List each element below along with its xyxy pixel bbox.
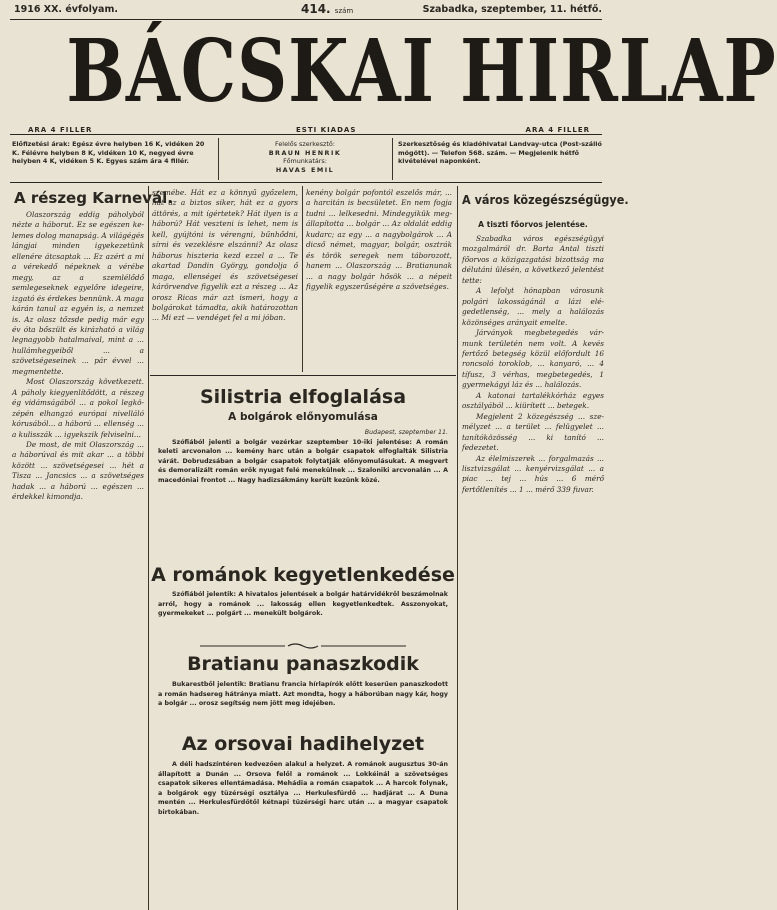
column-divider-right — [457, 186, 458, 910]
left-paragraph: Olaszország eddig páholyból nézte a háborut. Ez se egészen kelemes dolog manapság. A világégés lángjai minden igyekezetünk ellenére átcsaptak ... Ez azért a mi a vérekedő népeknek a vérébe megy, az a szemlélődő semlegeseknek egyelőre idegeire, izgató és érdekes bennünk. A maga kárán tanul az egyén is, a nemzet is. Az olasz tőzsde pedig már egy év óta bőszült és kirázható a világ legnagyobb hatalmaival, mint a ... hullámhegyeiből ... a szövetségeseinek ... pár évvel ... megmentette. — [12, 210, 144, 376]
staff-name: HAVAS EMIL — [275, 165, 335, 174]
middle-col-2 — [306, 188, 452, 372]
right-article-body — [462, 234, 604, 908]
issue-number — [301, 2, 353, 16]
romanians-body — [158, 590, 448, 640]
right-subheadline: A tiszti főorvos jelentése. — [478, 220, 588, 229]
newspaper-title: BÁCSKAI HIRLAP — [66, 21, 777, 122]
orsova-headline: Az orsovai hadihelyzet — [181, 733, 425, 755]
right-paragraph: Megjelent 2 közegészség ... személyzet ... a terület ... felügyelet ... tanítóközösség ... ki tanító ... fedezetet. — [462, 411, 604, 453]
editor-box — [222, 140, 388, 174]
place-date: Szabadka, szeptember, 11. hétfő. — [422, 4, 602, 15]
romanians-text: Szófiából jelentik: A hivatalos jelentések a bolgár határvidékről beszámolnak arról, hogy a románok ... lakosság ellen kegyetlenkedtek. Asszonyokat, gyermekeket ... polgárt ... menekült bolgárok. — [158, 591, 448, 618]
left-article-body — [12, 210, 144, 908]
info-divider-1 — [218, 138, 219, 180]
right-paragraph: Az élelmiszerek ... forgalmazás ... lisztvizsgálat ... kenyérvizsgálat ... a piac ... tej ... hús ... 6 mérő fertőtlenítés ... 1 ... mérő 339 fuvar. — [462, 453, 604, 494]
price-left: ARA 4 FILLER — [28, 126, 93, 134]
middle-col-2-text: kenény bolgár pofontól eszelős már, ... a harcitán is becsületet. En nem fogja tudni ... lelkesedni. Mindegyikük megállapította ... bolgár ... Az oldalát eddig kudarc; az egy ... a nagybolgárok ... A dicső német, magyar, bolgár, osztrák és török seregek nem táborozott, hanem ... Olaszország ... Bratianunak ... a nagy bolgár hősök ... a népeit figyelik egyszerűségére a szövetséges. — [306, 188, 452, 292]
top-line — [14, 4, 602, 18]
silistria-body — [158, 428, 448, 548]
left-paragraph: Most Olaszország következett. A páholy kiegyenlítődött, a részeg ég vidámságából ... a pokol legközépén elhangzó európai nivelláló kórusából... a háború ... ellenség ... a kulisszák ... igyekszik felviselni... — [12, 377, 144, 439]
silistria-headline: Silistria elfoglalása — [199, 386, 407, 408]
silistria-dateline: Budapest, szeptember 11. — [364, 429, 448, 436]
edition-label: ESTI KIADAS — [296, 126, 357, 134]
romanians-headline: A románok kegyetlenkedése — [151, 564, 455, 586]
left-headline: A részeg Karnevál. — [14, 189, 173, 207]
price-right: ARA 4 FILLER — [525, 126, 590, 134]
middle-rule — [150, 375, 456, 376]
info-divider-2 — [392, 138, 393, 180]
column-divider-middle — [302, 186, 303, 372]
right-paragraph: A lefolyt hónapban városunk polgári lakosságánál a lázi elégedetlenség, ... mely a halálozás közönséges arányait emelte. — [462, 286, 604, 327]
masthead — [10, 20, 777, 134]
ornament-divider — [200, 642, 406, 650]
info-rule — [10, 182, 602, 183]
right-headline: A város közegészségügye. — [462, 193, 629, 207]
right-paragraph: Járványok megbetegedés vármunk területén nem volt. A kevés fertőző betegség közül előfordult 16 roncsoló toroklob, ... kanyaró, ... 4 tífusz, 3 vérhas, megbetegedés, 1 gyermekágyi láz és ... halálozás. — [462, 328, 604, 390]
right-paragraph: Szabadka város egészségügyi mozgalmáról dr. Barta Antal tiszti főorvos a közigazgatási bizottság ma délutáni ülésén, a következő jelentést tette: — [462, 234, 604, 285]
office-info: Szerkesztőség és kiadóhivatal Landvay-utca (Post-szálló mögött). — Telefon 568. szám. — Megjelenik hétfő kivételével naponként. — [398, 140, 602, 166]
right-paragraph: A katonai tartalékkórház egyes osztályából ... kiürített ... betegek. — [462, 390, 604, 411]
volume-year: 1916 XX. évfolyam. — [14, 4, 118, 15]
bratianu-body — [158, 680, 448, 724]
left-paragraph: De most, de mit Olaszország ... a háborúval és mit akar ... a többi között ... szövetségesei ... hét a Tisza ... Jancsics ... a szövetséges hadak ... a háború ... egészen ... érdekkel kimondja. — [12, 439, 144, 502]
middle-col-1 — [152, 188, 298, 372]
orsova-body — [158, 760, 448, 908]
staff-label: Főmunkatárs: — [283, 157, 327, 166]
middle-col-1-text: szemébe. Hát ez a könnyű győzelem, hát az a biztos siker, hát ez a gyors áttörés, a mit ígértetek? Hát ilyen is a háború? Hát veszteni is lehet, nem is kell, gyújtóni is vérengni, bűnhődni, sírni és vezeklésre elszánni? Az olasz háborus hiszteria kezd ezzel a ... Te akartad Dandin György, gondolja ő maga, ellenségei és szövetségesei kárörvendve figyelik ezt a részeg ... Az orosz Ricas már azt ismeri, hogy a bolgárokat támadta, akik határozottan ... Mi ezt — vendéget fel a mi jóban. — [152, 188, 298, 323]
editor-label: Felelős szerkesztő: — [275, 140, 335, 148]
bratianu-headline: Bratianu panaszkodik — [187, 653, 419, 675]
issue-number-suffix: szám — [334, 7, 354, 15]
silistria-text: Szófiából jelenti a bolgár vezérkar szeptember 10-iki jelentése: A román keleti arcvonalon ... kemény harc után a bolgár csapatok elfoglalták Silistria várát. Dobrudzsában a bolgár csapatok folytatják előnyomulásukat. A megvert és demoralizált román erők nyugat felé menekülnek ... Szaloniki arcvonalán ... A macedóniai frontot ... Nagy hadizsákmány került kezünk közé. — [158, 438, 448, 484]
masthead-rule — [10, 134, 602, 135]
orsova-text: A déli hadszíntéren kedvezően alakul a helyzet. A románok augusztus 30-án állapított a Dunán ... Orsova felől a románok ... Lokkéinál a szövetséges csapatok sikeres ellentámadása. Mehádia a román csapatok ... A harcok folynak, a bolgárok egy tüzérségi osztálya ... Herkulesfürdő ... hadjárat ... A Duna mentén ... Herkulesfürdőtől kétnapi tüzérségi harc után ... a magyar csapatok birtokában. — [158, 761, 448, 816]
issue-number-value: 414. — [301, 2, 331, 16]
editor-name: BRAUN HENRIK — [268, 148, 342, 157]
silistria-subheadline: A bolgárok előnyomulása — [228, 411, 378, 423]
bratianu-text: Bukarestből jelentik: Bratianu francia hírlapírók előtt keserűen panaszkodott a román hadsereg hátránya miatt. Azt mondta, hogy a háborúban nagy kár, hogy a bolgár ... orosz segítség nem jött meg idejében. — [158, 681, 448, 708]
subscription-info: Előfizetési árak: Egész évre helyben 16 K, vidéken 20 K. Félévre helyben 8 K, vidéken 10 K, negyed évre helyben 4 K, vidéken 5 K. Egyes szám ára 4 fillér. — [12, 140, 205, 166]
column-divider-left — [148, 186, 149, 910]
